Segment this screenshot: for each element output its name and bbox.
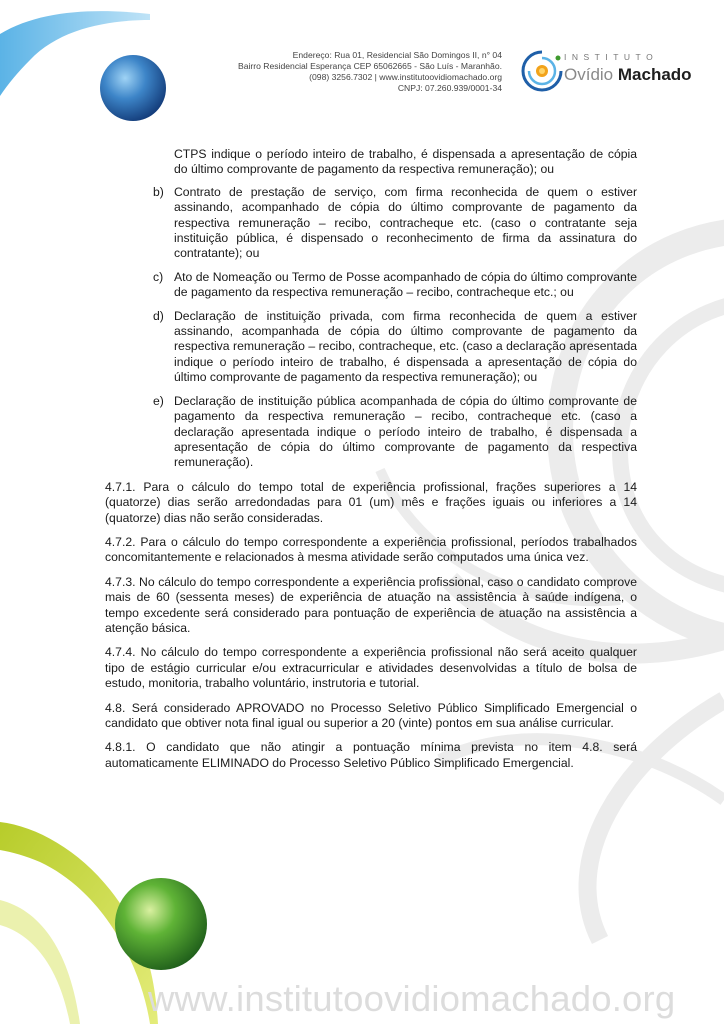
logo-name [564, 65, 692, 85]
list-item-text: CTPS indique o período inteiro de trabalho, é dispensada a apresentação de cópia do último comprovante de pagamento da respectiva remuneração); ou [174, 147, 637, 177]
address-line: (098) 3256.7302 | www.institutoovidiomachado.org [309, 72, 502, 82]
header-address [190, 50, 502, 94]
address-line: Endereço: Rua 01, Residencial São Domingos II, n° 04 [292, 50, 502, 60]
list-marker: e) [153, 393, 164, 408]
paragraph-4-7-3: 4.7.3. No cálculo do tempo correspondente a experiência profissional, caso o candidato comprove mais de 60 (sessenta meses) de experiência de atuação na assistência à saúde indígena, o tempo excedente será considerado para pontuação de experiência de atuação na assistência a atenção básica. [105, 574, 637, 635]
blue-sphere [100, 55, 166, 121]
address-line: Bairro Residencial Esperança CEP 65062665 - São Luís - Maranhão. [237, 61, 502, 71]
logo-mark-icon [520, 48, 564, 94]
paragraph-4-8: 4.8. Será considerado APROVADO no Processo Seletivo Público Simplificado Emergencial o candidato que obtiver nota final igual ou superior a 20 (vinte) pontos em sua análise curricular. [105, 700, 637, 730]
list-item-text: Ato de Nomeação ou Termo de Posse acompanhado de cópia do último comprovante de pagamento da respectiva remuneração – recibo, contracheque etc.; ou [174, 269, 637, 300]
institute-logo [520, 48, 705, 94]
document-body [105, 147, 637, 771]
logo-word-instituto: INSTITUTO [564, 52, 659, 62]
green-sphere [115, 878, 207, 970]
paragraph-4-7-4: 4.7.4. No cálculo do tempo correspondente a experiência profissional não será aceito qualquer tipo de estágio curricular e/ou extracurricular e atividades desenvolvidas a título de bolsa de estudo, monitoria, trabalho voluntário, instrutoria e tutorial. [105, 645, 637, 691]
list-item [105, 185, 637, 262]
list-item-text: Declaração de instituição privada, com firma reconhecida de quem a estiver assinando, acompanhada de cópia do último comprovante de pagamento da respectiva remuneração – recibo, contracheque, etc. (caso a declaração apresentada indique o período inteiro de trabalho, é dispensada a apresentação de cópia do último comprovante de pagamento da respectiva remuneração); ou [174, 308, 637, 385]
list-item-text: Declaração de instituição pública acompanhada de cópia do último comprovante de pagamento da respectiva remuneração – recibo, contracheque etc. (caso a declaração apresentada indique o período inteiro de trabalho, é dispensada a apresentação de cópia do último comprovante de pagamento da respectiva remuneração). [174, 393, 637, 470]
logo-word-ovidio: Ovídio [564, 65, 614, 84]
footer-website: www.institutoovidiomachado.org [148, 978, 676, 1019]
list-marker: c) [153, 269, 164, 284]
list-item-text: Contrato de prestação de serviço, com firma reconhecida de quem o estiver assinando, acompanhado de cópia do último comprovante de pagamento da respectiva remuneração – recibo, contracheque etc. (caso o contratante seja instituição pública, é dispensado o reconhecimento de firma da assinatura do contratante); ou [174, 184, 637, 261]
requirements-list [105, 147, 637, 471]
list-item [105, 147, 637, 178]
paragraph-4-7-2: 4.7.2. Para o cálculo do tempo correspondente a experiência profissional, períodos trabalhados concomitantemente e relacionados à mesma atividade serão computados uma única vez. [105, 534, 637, 565]
logo-word-machado: Machado [617, 65, 692, 84]
paragraph-4-8-1: 4.8.1. O candidato que não atingir a pontuação mínima prevista no item 4.8. será automaticamente ELIMINADO do Processo Seletivo Público Simplificado Emergencial. [105, 740, 637, 770]
list-item [105, 394, 637, 471]
list-item [105, 309, 637, 386]
paragraph-4-7-1: 4.7.1. Para o cálculo do tempo total de experiência profissional, frações superiores a 14 (quatorze) dias serão arredondadas para 01 (um) mês e frações iguais ou inferiores a 14 (quatorze) dias não serão consideradas. [105, 479, 637, 525]
list-marker: d) [153, 308, 164, 323]
address-line: CNPJ: 07.260.939/0001-34 [397, 83, 502, 93]
list-item [105, 270, 637, 301]
list-marker: b) [153, 184, 164, 199]
